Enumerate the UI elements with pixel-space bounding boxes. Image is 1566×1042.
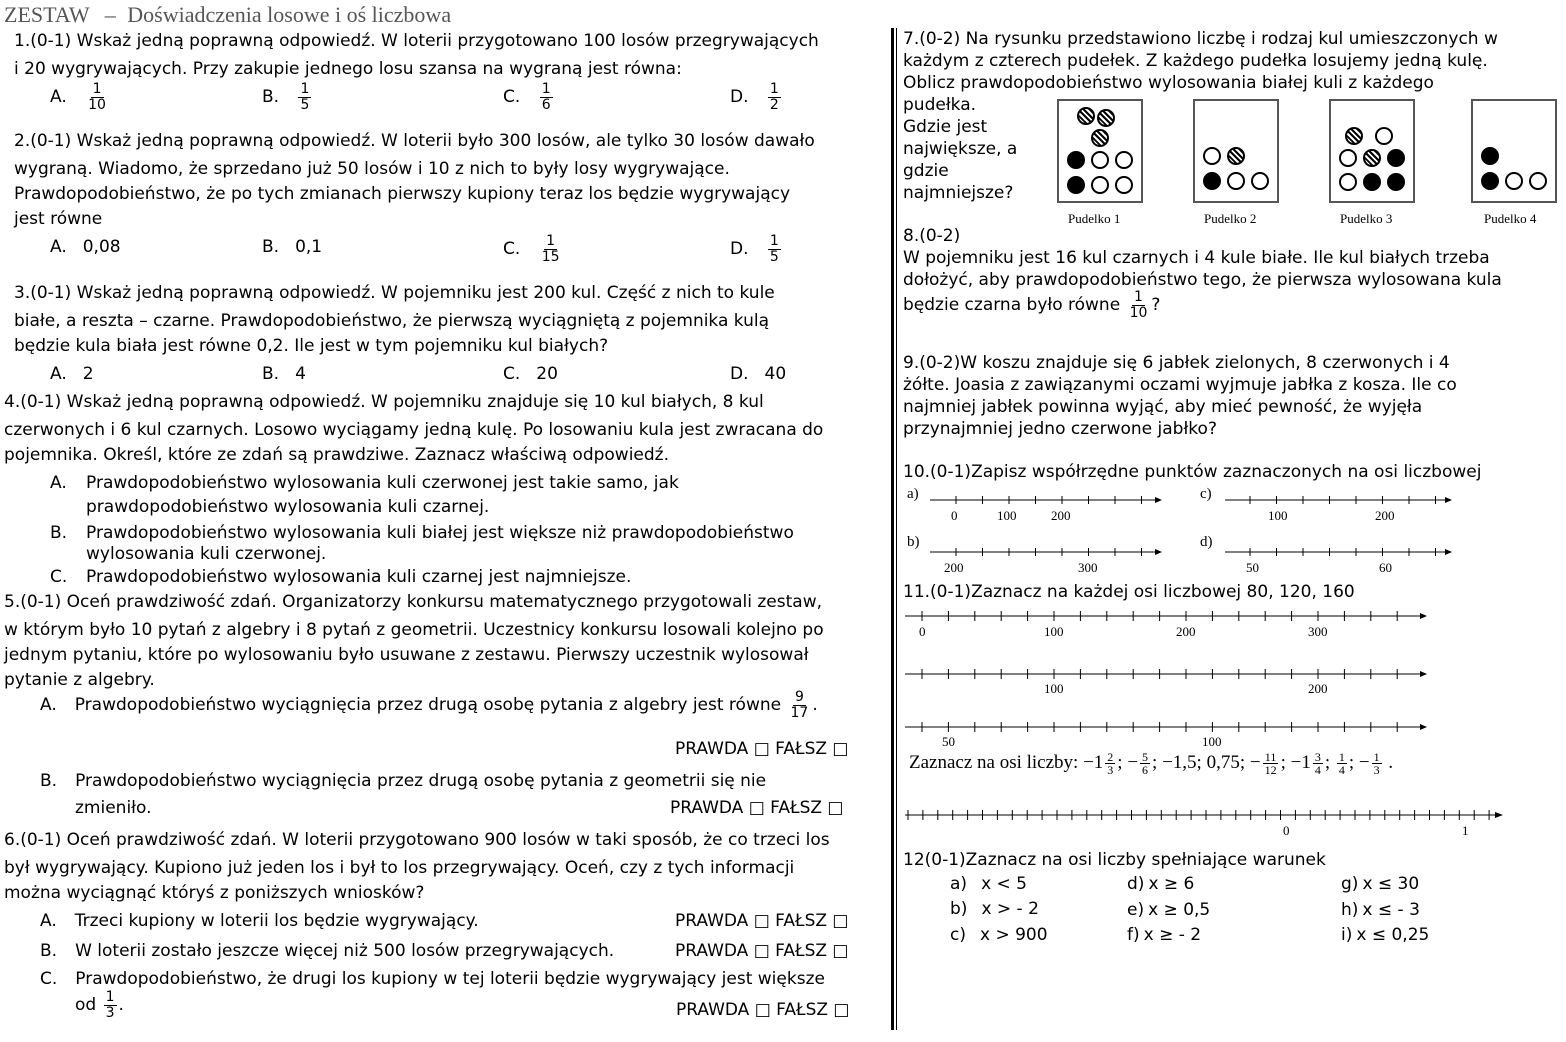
q12-item-i: i) x ≤ 0,25 <box>1341 925 1430 945</box>
q1-line1: 1.(0-1) Wskaż jedną poprawną odpowiedź. W loterii przygotowano 100 losów przegrywających <box>14 31 819 51</box>
q3-line1: 3.(0-1) Wskaż jedną poprawną odpowiedź. W pojemniku jest 200 kul. Część z nich to kule <box>14 283 775 303</box>
q5-line4: pytanie z algebry. <box>4 670 155 690</box>
q10-b-tick-1: 300 <box>1078 560 1098 575</box>
q2-option-b[interactable]: B. 0,1 <box>262 237 323 257</box>
q3-line3: będzie kula biała jest równe 0,2. Ile jest w tym pojemniku kul białych? <box>14 336 609 356</box>
q10-axis-c <box>1225 496 1452 504</box>
q5-option-b-line1: B. Prawdopodobieństwo wyciągnięcia przez drugą osobę pytania z geometrii się nie <box>40 771 767 791</box>
q5-b-true-false[interactable]: PRAWDA □ FAŁSZ □ <box>670 798 844 818</box>
q1-option-d[interactable]: D. $\frac{1}{2}$ <box>730 81 779 113</box>
q7-line1: 7.(0-2) Na rysunku przedstawiono liczbę i rodzaj kul umieszczonych w <box>903 29 1498 49</box>
q11-axis-4 <box>905 810 1503 820</box>
box-2 <box>1193 99 1279 203</box>
q3-line2: białe, a reszta – czarne. Prawdopodobieństwo, że pierwszą wyciągniętą z pojemnika kulą <box>14 311 770 331</box>
q6-option-b: B. W loterii zostało jeszcze więcej niż 500 losów przegrywających. <box>40 941 615 961</box>
q4-option-b-letter[interactable]: B. <box>50 523 68 543</box>
q8-line3: dołożyć, aby prawdopodobieństwo tego, że pierwsza wylosowana kula <box>903 270 1502 290</box>
q10-label-d: d) <box>1200 534 1213 550</box>
q7-line5: Gdzie jest <box>903 117 988 137</box>
white-ball <box>1529 172 1547 190</box>
q3-option-d[interactable]: D. 40 <box>730 364 787 384</box>
q10-axis-b <box>930 548 1162 556</box>
q5-a-true-false[interactable]: PRAWDA □ FAŁSZ □ <box>675 739 849 759</box>
box-4-label: Pudelko 4 <box>1484 211 1537 226</box>
q3-option-b[interactable]: B. 4 <box>262 364 306 384</box>
q11-axis3-tick-0: 50 <box>942 734 955 749</box>
q10-a-tick-2: 200 <box>1051 508 1071 523</box>
q11-axis-2 <box>905 669 1427 679</box>
q10-d-tick-0: 50 <box>1246 560 1259 575</box>
q3-option-c[interactable]: C. 20 <box>503 364 558 384</box>
q11-axis4-tick-1: 1 <box>1462 823 1469 838</box>
q10-axis-d <box>1225 548 1452 556</box>
q10-b-tick-0: 200 <box>944 560 964 575</box>
white-ball <box>1339 149 1357 167</box>
q4-line3: pojemnika. Określ, które ze zdań są prawdziwe. Zaznacz właściwą odpowiedź. <box>4 445 670 465</box>
q12-item-a: a) x < 5 <box>950 874 1027 894</box>
q3-option-a[interactable]: A. 2 <box>50 364 94 384</box>
black-ball <box>1481 147 1499 165</box>
q4-option-a-text2: prawdopodobieństwo wylosowania kuli czarnej. <box>86 497 490 517</box>
q6-a-true-false[interactable]: PRAWDA □ FAŁSZ □ <box>675 911 849 931</box>
box-3 <box>1329 99 1415 203</box>
black-ball <box>1481 172 1499 190</box>
q11-axis-1 <box>905 611 1427 621</box>
striped-ball <box>1227 147 1245 165</box>
q4-line1: 4.(0-1) Wskaż jedną poprawną odpowiedź. W pojemniku znajduje się 10 kul białych, 8 kul <box>4 392 764 412</box>
q10-a-tick-0: 0 <box>951 508 958 523</box>
q6-line1: 6.(0-1) Oceń prawdziwość zdań. W loterii przygotowano 900 losów w taki sposób, że co trzeci los <box>4 830 830 850</box>
page-title <box>4 0 451 30</box>
q2-option-c[interactable]: C. $\frac{1}{15}$ <box>503 233 560 265</box>
q5-line1: 5.(0-1) Oceń prawdziwość zdań. Organizatorzy konkursu matematycznego przygotowali zestaw, <box>4 592 823 612</box>
black-ball <box>1387 173 1405 191</box>
q11-axis1-tick-1: 100 <box>1044 624 1064 639</box>
q11-axis2-tick-0: 100 <box>1044 681 1064 696</box>
white-ball <box>1375 127 1393 145</box>
q5-option-b-line2: zmieniło. <box>75 798 152 818</box>
title-dash: – <box>104 2 116 27</box>
q10-axis-a <box>930 496 1162 504</box>
q7-line2: każdym z czterech pudełek. Z każdego pudełka losujemy jedną kulę. <box>903 51 1488 71</box>
q6-b-true-false[interactable]: PRAWDA □ FAŁSZ □ <box>675 941 849 961</box>
column-divider-thin <box>896 28 897 1030</box>
column-divider <box>891 28 894 1030</box>
q4-line2: czerwonych i 6 kul czarnych. Losowo wyciągamy jedną kulę. Po losowaniu kula jest zwracana do <box>4 420 824 440</box>
q7-line8: najmniejsze? <box>903 183 1014 203</box>
q10-label-b: b) <box>907 534 920 550</box>
q12-title: 12(0-1)Zaznacz na osi liczby spełniające warunek <box>903 850 1326 870</box>
q12-item-b: b) x > - 2 <box>950 899 1039 919</box>
q11-axis2-tick-1: 200 <box>1308 681 1328 696</box>
q5-line3: jednym pytaniu, które po wylosowaniu było usuwane z zestawu. Pierwszy uczestnik wylosował <box>4 645 809 665</box>
white-ball <box>1203 147 1221 165</box>
q10-label-a: a) <box>907 486 919 502</box>
q4-option-b-text2: wylosowania kuli czerwonej. <box>86 544 327 564</box>
q4-option-b-text1: Prawdopodobieństwo wylosowania kuli białej jest większe niż prawdopodobieństwo <box>86 523 794 543</box>
q2-line2: wygraną. Wiadomo, że sprzedano już 50 losów i 10 z nich to były losy wygrywające. <box>14 159 730 179</box>
q9-line4: przynajmniej jedno czerwone jabłko? <box>903 419 1217 439</box>
q12-item-e: e) x ≥ 0,5 <box>1127 900 1211 920</box>
black-ball <box>1203 172 1221 190</box>
black-ball <box>1067 151 1085 169</box>
q8-line1: 8.(0-2) <box>903 226 961 246</box>
q9-line2: żółte. Joasia z zawiązanymi oczami wyjmuje jabłka z kosza. Ile co <box>903 375 1457 395</box>
q6-option-c-line1: C. Prawdopodobieństwo, że drugi los kupiony w tej loterii będzie wygrywający jest większe <box>40 969 825 989</box>
q6-line2: był wygrywający. Kupiono już jeden los i był to los przegrywający. Oceń, czy z tych informacji <box>4 858 795 878</box>
q9-line3: najmniej jabłek powinna wyjąć, aby mieć pewność, że wyjęła <box>903 397 1423 417</box>
q11-axis1-tick-2: 200 <box>1176 624 1196 639</box>
q10-title: 10.(0-1)Zapisz współrzędne punktów zaznaczonych na osi liczbowej <box>903 462 1482 482</box>
striped-ball <box>1363 149 1381 167</box>
q7-line7: gdzie <box>903 161 949 181</box>
q2-option-d[interactable]: D. $\frac{1}{5}$ <box>730 233 779 265</box>
white-ball <box>1251 172 1269 190</box>
q4-option-c-letter[interactable]: C. <box>50 567 68 587</box>
box-1 <box>1057 99 1143 203</box>
q1-option-b[interactable]: B. $\frac{1}{5}$ <box>262 81 310 113</box>
q8-line2: W pojemniku jest 16 kul czarnych i 4 kule białe. Ile kul białych trzeba <box>903 248 1490 268</box>
q9-line1: 9.(0-2)W koszu znajduje się 6 jabłek zielonych, 8 czerwonych i 4 <box>903 353 1450 373</box>
q12-item-h: h) x ≤ - 3 <box>1341 900 1420 920</box>
black-ball <box>1387 149 1405 167</box>
q11-axis-3 <box>905 722 1427 732</box>
q2-line3: Prawdopodobieństwo, że po tych zmianach pierwszy kupiony teraz los będzie wygrywający <box>14 184 791 204</box>
q12-item-g: g) x ≤ 30 <box>1341 874 1420 894</box>
q12-item-c: c) x > 900 <box>950 925 1048 945</box>
q2-option-a[interactable]: A. 0,08 <box>50 237 121 257</box>
q2-line4: jest równe <box>14 209 103 229</box>
striped-ball <box>1091 129 1109 147</box>
q6-line3: można wyciągnąć któryś z poniższych wniosków? <box>4 883 425 903</box>
q11-axis1-tick-0: 0 <box>919 624 926 639</box>
q1-option-c[interactable]: C. $\frac{1}{6}$ <box>503 81 551 113</box>
q11-numbers-line: Zaznacz na osi liczby: −1 $\frac{2}{3}$ ; − $\frac{5}{6}$ ; −1,5; 0,75; − $\frac{11}{12}$ ; −1 $\frac{3}{4}$ ; $\frac{1}{4}$ ; − $\frac{1}{3}$ . <box>909 749 1394 778</box>
striped-ball <box>1345 127 1363 145</box>
white-ball <box>1115 151 1133 169</box>
q12-item-d: d) x ≥ 6 <box>1127 874 1195 894</box>
q8-line4: będzie czarna było równe $\frac{1}{10}$ ? <box>903 289 1161 321</box>
q10-label-c: c) <box>1200 486 1212 502</box>
box-4 <box>1471 99 1557 203</box>
q11-title: 11.(0-1)Zaznacz na każdej osi liczbowej 80, 120, 160 <box>903 582 1355 602</box>
white-ball <box>1227 172 1245 190</box>
black-ball <box>1067 176 1085 194</box>
q10-d-tick-1: 60 <box>1379 560 1392 575</box>
white-ball <box>1115 176 1133 194</box>
q7-line4: pudełka. <box>903 95 977 115</box>
q4-option-a-text1: Prawdopodobieństwo wylosowania kuli czerwonej jest takie samo, jak <box>86 473 679 493</box>
q5-line2: w którym było 10 pytań z algebry i 8 pytań z geometrii. Uczestnicy konkursu losowali kolejno po <box>4 620 824 640</box>
box-1-label: Pudelko 1 <box>1068 211 1121 226</box>
q6-option-a: A. Trzeci kupiony w loterii los będzie wygrywający. <box>40 911 479 931</box>
q11-axis1-tick-3: 300 <box>1308 624 1328 639</box>
title-subtitle: Doświadczenia losowe i oś liczbowa <box>127 2 452 27</box>
q11-axis3-tick-1: 100 <box>1202 734 1222 749</box>
q1-option-a[interactable]: A. $\frac{1}{10}$ <box>50 81 106 113</box>
q2-line1: 2.(0-1) Wskaż jedną poprawną odpowiedź. W loterii było 300 losów, ale tylko 30 losów dawało <box>14 131 815 151</box>
striped-ball <box>1097 109 1115 127</box>
q5-option-a: A. Prawdopodobieństwo wyciągnięcia przez drugą osobę pytania z algebry jest równe $\frac{9}{17}$ . <box>40 689 818 721</box>
title-word: ZESTAW <box>4 2 90 27</box>
q7-line3: Oblicz prawdopodobieństwo wylosowania białej kuli z każdego <box>903 73 1434 93</box>
q10-c-tick-1: 200 <box>1375 508 1395 523</box>
white-ball <box>1339 173 1357 191</box>
q6-option-c-line2: od $\frac{1}{3}$ . <box>75 989 124 1021</box>
q4-option-c-text1: Prawdopodobieństwo wylosowania kuli czarnej jest najmniejsze. <box>86 567 632 587</box>
q11-axis4-tick-0: 0 <box>1283 823 1290 838</box>
q4-option-a-letter[interactable]: A. <box>50 473 67 493</box>
q12-item-f: f) x ≥ - 2 <box>1127 925 1202 945</box>
q10-a-tick-1: 100 <box>997 508 1017 523</box>
q6-c-true-false[interactable]: PRAWDA □ FAŁSZ □ <box>676 1000 850 1020</box>
striped-ball <box>1077 107 1095 125</box>
q1-line2: i 20 wygrywających. Przy zakupie jednego losu szansa na wygraną jest równa: <box>14 59 682 79</box>
black-ball <box>1363 173 1381 191</box>
q10-c-tick-0: 100 <box>1268 508 1288 523</box>
white-ball <box>1505 172 1523 190</box>
box-2-label: Pudelko 2 <box>1204 211 1257 226</box>
white-ball <box>1091 176 1109 194</box>
q7-line6: największe, a <box>903 139 1018 159</box>
white-ball <box>1091 151 1109 169</box>
q11-axes <box>900 600 1540 840</box>
box-3-label: Pudelko 3 <box>1340 211 1393 226</box>
